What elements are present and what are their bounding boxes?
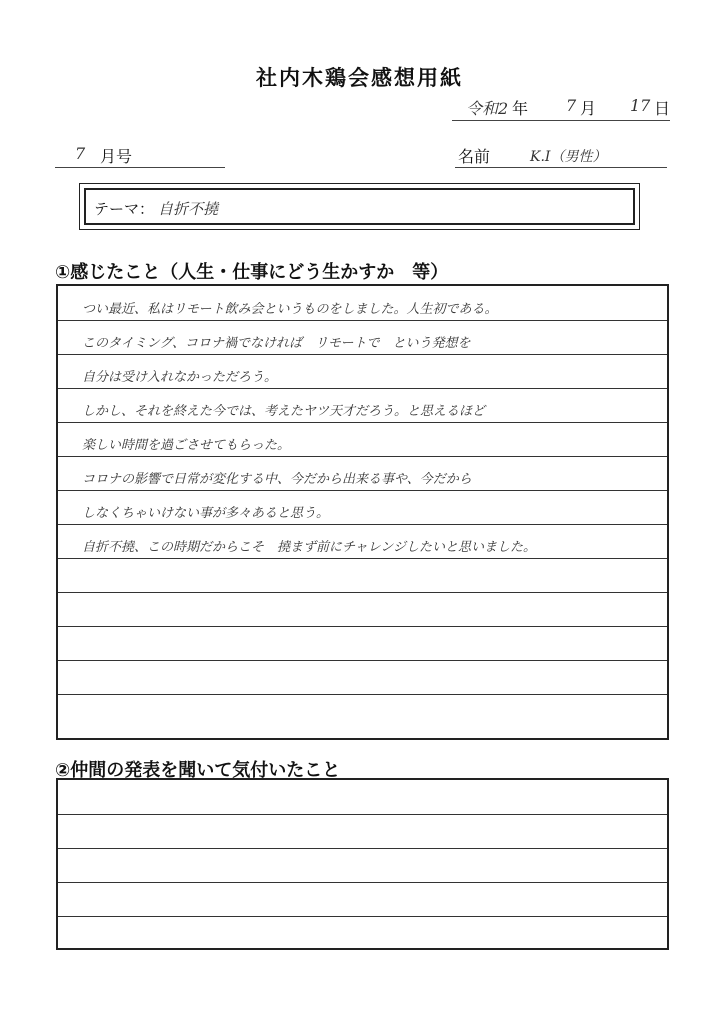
section1-entry: 自分は受け入れなかっただろう。 [82,370,278,385]
date-year-unit: 年 [512,99,529,118]
section1-entry: 楽しい時間を過ごさせてもらった。 [82,438,291,453]
ruled-line [58,916,667,917]
section1-entry: つい最近、私はリモート飲み会というものをしました。人生初である。 [82,302,498,317]
ruled-line [58,456,667,457]
name-value: K.I（男性） [530,149,607,165]
form-title: 社内木鶏会感想用紙 [256,66,463,90]
date-day-unit: 日 [654,99,671,118]
name-label: 名前 [458,147,491,166]
section2-box [56,778,669,950]
ruled-line [58,694,667,695]
ruled-line [58,660,667,661]
section1-title: ①感じたこと（人生・仕事にどう生かすか 等） [55,262,449,283]
date-month-unit: 月 [580,99,597,118]
issue-suffix: 月号 [100,147,133,166]
ruled-line [58,490,667,491]
ruled-line [58,388,667,389]
theme-box-inner [84,188,635,225]
date-era: 令和2 [466,99,509,118]
ruled-line [58,848,667,849]
section1-entry: コロナの影響で日常が変化する中、今だから出来る事や、今だから [82,472,472,487]
ruled-line [58,422,667,423]
ruled-line [58,814,667,815]
section1-entry: このタイミング、コロナ禍でなければ リモートで という発想を [82,336,471,351]
section1-entry: 自折不撓、この時期だからこそ 撓まず前にチャレンジしたいと思いました。 [82,540,536,555]
theme-value: 自折不撓 [158,200,219,218]
section2-title: ②仲間の発表を聞いて気付いたこと [55,760,341,781]
issue-month: 7 [75,144,86,163]
theme-box [79,183,640,230]
ruled-line [58,558,667,559]
section1-entry: しかし、それを終えた今では、考えたヤツ天才だろう。と思えるほど [82,404,486,419]
section1-entry: しなくちゃいけない事が多々あると思う。 [82,506,330,521]
ruled-line [58,354,667,355]
ruled-line [58,882,667,883]
section1-box [56,284,669,740]
issue-underline [55,167,225,168]
theme-label: テーマ： [94,200,155,218]
ruled-line [58,320,667,321]
date-month: 7 [566,96,577,115]
date-underline [452,120,670,121]
date-day: 17 [630,96,651,115]
ruled-line [58,592,667,593]
ruled-line [58,524,667,525]
name-underline [455,167,667,168]
ruled-line [58,626,667,627]
